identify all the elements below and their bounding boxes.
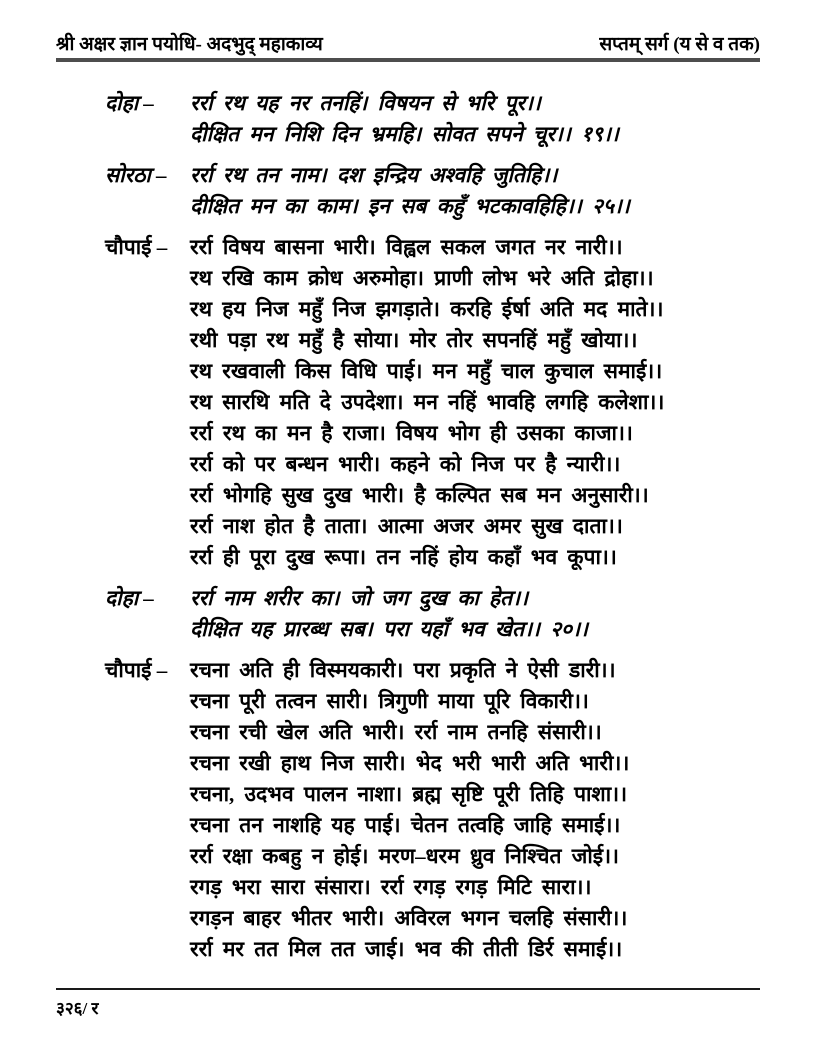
verse-lines [190,583,760,645]
verse-type-label: दोहा – [105,586,154,610]
verse-section [105,655,760,965]
header-right-title: सप्तम् सर्ग (य से व तक) [599,34,760,55]
header-rule [56,58,760,62]
verse-line: दीक्षित यह प्रारब्ध सब। परा यहाँ भव खेत।। २०।। [190,617,589,641]
verse-line: रचना रची खेल अति भारी। रर्रा नाम तनहि संसारी।। [190,720,602,744]
verse-line: रचना रखी हाथ निज सारी। भेद भरी भारी अति भारी।। [190,751,630,775]
verse-line: रर्रा मर तत मिल तत जाई। भव की तीती डिर्र समाई।। [190,937,623,961]
verse-line: रचना तन नाशहि यह पाई। चेतन तत्वहि जाहि समाई।। [190,813,621,837]
verse-line: रचना अति ही विस्मयकारी। परा प्रकृति ने ऐसी डारी।। [190,658,616,682]
verse-line: दीक्षित मन का काम। इन सब कहुँ भटकावहिहि।। २५।। [190,194,630,218]
verse-line: रचना, उदभव पालन नाशा। ब्रह्म सृष्टि पूरी तिहि पाशा।। [190,782,628,806]
verse-line: रर्रा रथ तन नाम। दश इन्द्रिय अश्वहि जुतिहि।। [190,163,558,187]
verse-line: रर्रा रक्षा कबहु न होई। मरण–धरम ध्रुव निश्चित जोई।। [190,844,619,868]
verse-line: रर्रा रथ यह नर तनहिं। विषयन से भरि पूर।। [190,91,541,115]
verse-type-label: सोरठा – [105,163,167,187]
verse-section [105,88,760,150]
verse-lines [190,160,760,222]
verse-line: रथ रखवाली किस विधि पाई। मन महुँ चाल कुचाल समाई।। [190,359,663,383]
verse-lines [190,88,760,150]
header-left-title: श्री अक्षर ज्ञान पयोधि- अदभुद् महाकाव्य [56,34,323,55]
verse-line: रथ हय निज महुँ निज झगड़ाते। करहि ईर्षा अति मद माते।। [190,297,664,321]
verse-type-label: चौपाई – [105,235,168,259]
verse-line: रगड़न बाहर भीतर भारी। अविरल भगन चलहि संसारी।। [190,906,628,930]
verse-type-label: चौपाई – [105,658,168,682]
verse-lines [190,655,760,965]
verse-section [105,160,760,222]
verse-line: दीक्षित मन निशि दिन भ्रमहि। सोवत सपने चूर।। १९।। [190,122,619,146]
verse-type-label: दोहा – [105,91,154,115]
verse-line: रचना पूरी तत्वन सारी। त्रिगुणी माया पूरि विकारी।। [190,689,589,713]
verse-content [105,88,760,975]
verse-lines [190,232,760,573]
verse-line: रर्रा रथ का मन है राजा। विषय भोग ही उसका काजा।। [190,421,633,445]
page-number: ३२६/ र [56,999,99,1018]
verse-line: रथी पड़ा रथ महुँ है सोया। मोर तोर सपनहिं महुँ खोया।। [190,328,638,352]
verse-section [105,583,760,645]
verse-line: रथ सारथि मति दे उपदेशा। मन नहिं भावहि लगहि कलेशा।। [190,390,665,414]
verse-line: रर्रा को पर बन्धन भारी। कहने को निज पर है न्यारी।। [190,452,621,476]
verse-line: रर्रा नाश होत है ताता। आत्मा अजर अमर सुख दाता।। [190,514,623,538]
verse-line: रथ रखि काम क्रोध अरुमोहा। प्राणी लोभ भरे अति द्रोहा।। [190,266,654,290]
page-header [56,30,760,56]
footer-rule [56,988,760,990]
verse-line: रर्रा ही पूरा दुख रूपा। तन नहिं होय कहाँ भव कूपा।। [190,545,617,569]
verse-section [105,232,760,573]
verse-line: रगड़ भरा सारा संसारा। रर्रा रगड़ रगड़ मिटि सारा।। [190,875,592,899]
verse-line: रर्रा नाम शरीर का। जो जग दुख का हेत।। [190,586,529,610]
page-footer [56,988,760,1019]
verse-line: रर्रा विषय बासना भारी। विह्वल सकल जगत नर नारी।। [190,235,623,259]
verse-line: रर्रा भोगहि सुख दुख भारी। है कल्पित सब मन अनुसारी।। [190,483,649,507]
